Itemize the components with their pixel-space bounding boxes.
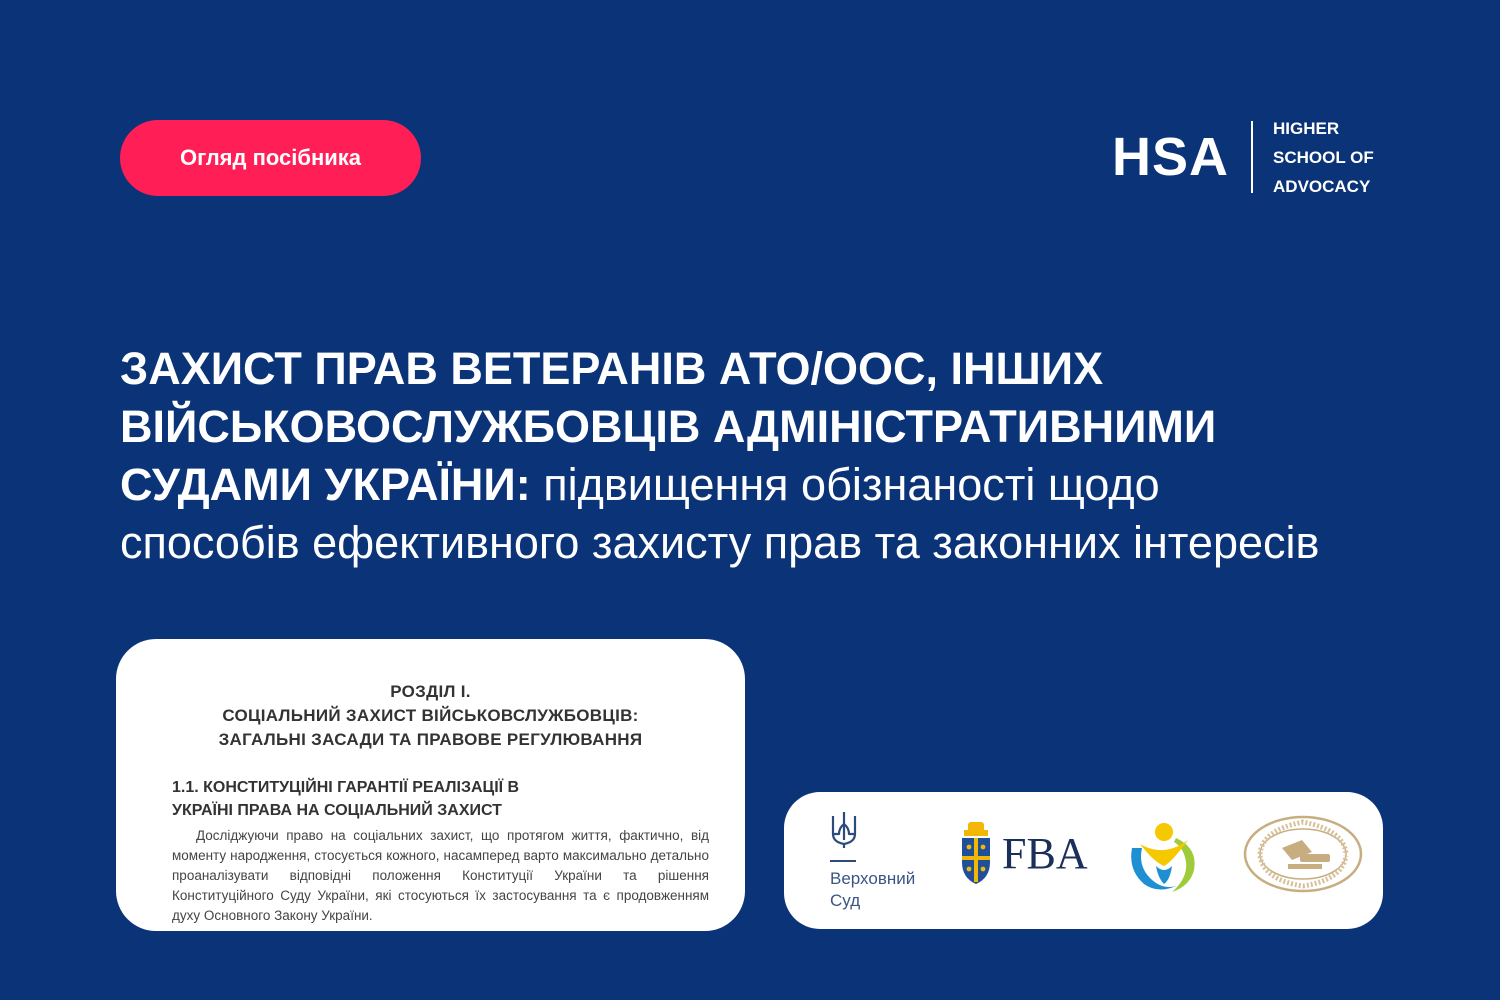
review-badge[interactable]: Огляд посібника bbox=[120, 120, 421, 196]
fba-logo bbox=[958, 820, 1088, 886]
brand-line-3: ADVOCACY bbox=[1273, 176, 1371, 196]
fba-text: FBA bbox=[1002, 828, 1088, 878]
excerpt-subheading-line-1: 1.1. КОНСТИТУЦІЙНІ ГАРАНТІЇ РЕАЛІЗАЦІЇ В bbox=[172, 779, 520, 796]
title-line-2: ВІЙСЬКОВОСЛУЖБОВЦІВ АДМІНІСТРАТИВНИМИ bbox=[120, 401, 1217, 452]
brand-line-1: HIGHER bbox=[1273, 118, 1340, 138]
title-line-3-regular: підвищення обізнаності щодо bbox=[530, 459, 1160, 510]
brand-divider bbox=[1251, 121, 1253, 193]
title-line-4: способів ефективного захисту прав та законних інтересів bbox=[120, 517, 1320, 568]
national-school-of-judges-seal bbox=[1242, 814, 1364, 894]
page-title bbox=[120, 340, 1440, 572]
document-excerpt-card bbox=[116, 639, 745, 931]
excerpt-body: Досліджуючи право на соціальних захист, що протягом життя, фактично, від моменту народження, стосується кожного, насамперед варто максимально детально проаналізувати відповідні положення Конституції України та рішення Конституційного Суду України, які стосуються їх застосування та є продовженням духу Основного Закону України. bbox=[172, 828, 709, 923]
swedish-crest-icon bbox=[958, 820, 994, 886]
title-line-3-bold: СУДАМИ УКРАЇНИ: bbox=[120, 459, 531, 510]
court-label-line-2: Суд bbox=[830, 891, 861, 910]
brand-mark: HSA bbox=[1112, 127, 1230, 187]
excerpt-heading-line-1: РОЗДІЛ І. bbox=[390, 682, 471, 701]
excerpt-section-heading bbox=[116, 680, 745, 752]
title-line-1: ЗАХИСТ ПРАВ ВЕТЕРАНІВ АТО/ООС, ІНШИХ bbox=[120, 343, 1104, 394]
partner-logos-card bbox=[784, 792, 1383, 929]
court-label bbox=[830, 868, 915, 912]
person-circle-logo bbox=[1126, 818, 1200, 894]
excerpt-subheading bbox=[172, 776, 745, 822]
supreme-court-logo bbox=[830, 810, 915, 912]
court-divider bbox=[830, 860, 856, 862]
excerpt-subheading-line-2: УКРАЇНІ ПРАВА НА СОЦІАЛЬНИЙ ЗАХИСТ bbox=[172, 802, 502, 819]
brand-text bbox=[1273, 114, 1374, 201]
excerpt-heading-line-3: ЗАГАЛЬНІ ЗАСАДИ ТА ПРАВОВЕ РЕГУЛЮВАННЯ bbox=[218, 730, 643, 749]
trident-icon bbox=[830, 810, 858, 850]
court-label-line-1: Верховний bbox=[830, 869, 916, 888]
brand-line-2: SCHOOL OF bbox=[1273, 147, 1374, 167]
hsa-logo bbox=[1112, 118, 1374, 196]
excerpt-heading-line-2: СОЦІАЛЬНИЙ ЗАХИСТ ВІЙСЬКОВСЛУЖБОВЦІВ: bbox=[222, 706, 639, 725]
